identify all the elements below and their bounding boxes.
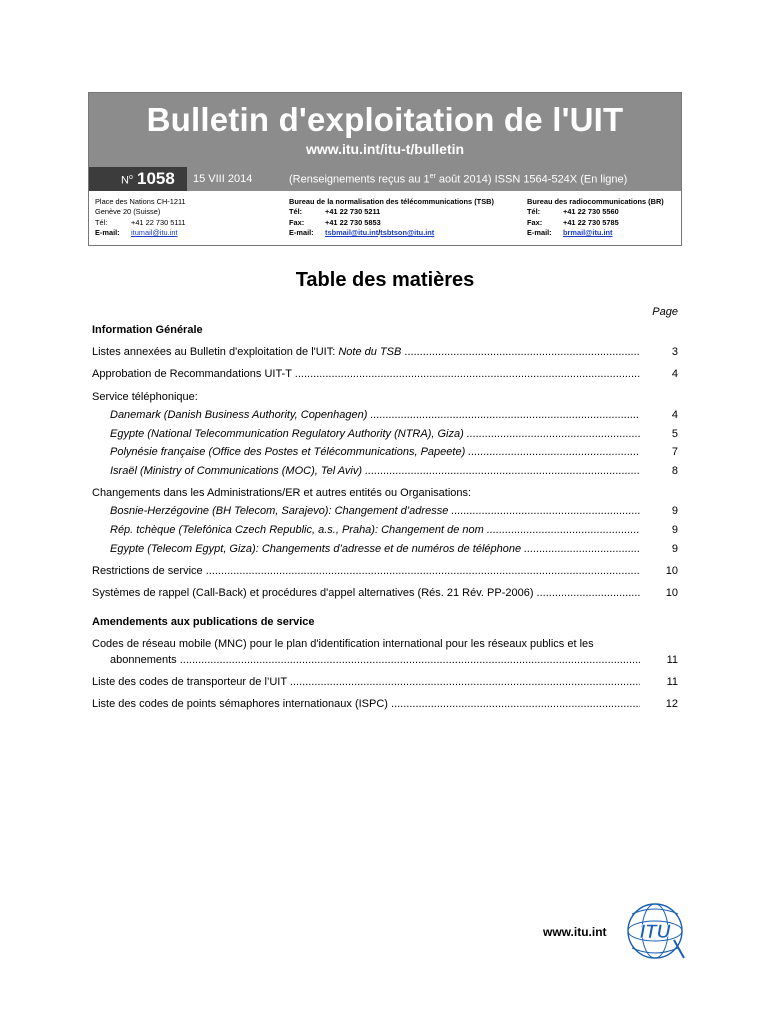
toc-group-changements: Changements dans les Administrations/ER et autres entités ou Organisations: — [92, 487, 472, 499]
toc-group-service-telephonique: Service téléphonique: — [92, 391, 198, 403]
issue-info-text: (Renseignements reçus au 1er août 2014) ISSN 1564-524X (En ligne) — [289, 173, 628, 186]
tsb-address: Bureau de la normalisation des télécommunications (TSB) Tél: +41 22 730 5211 Fax: +41 22 730 5853 E-mail: tsbmail@itu.int / tsbtson@itu.int — [289, 197, 494, 238]
itu-logo — [624, 900, 686, 967]
toc-title: Table des matières — [295, 269, 475, 291]
toc-entry-rep-tcheque[interactable]: Rép. tchèque (Telefónica Czech Republic, a.s., Praha): Changement de nom ..... 9 — [92, 524, 678, 540]
itu-email-link[interactable]: itumail@itu.int — [131, 228, 178, 238]
toc-entry-mnc-line1[interactable]: Codes de réseau mobile (MNC) pour le plan d'identification international pour les réseaux publics et les — [92, 638, 594, 650]
issue-info — [187, 167, 681, 191]
br-address: Bureau des radiocommunications (BR) Tél: +41 22 730 5560 Fax: +41 22 730 5785 E-mail: brmail@itu.int — [527, 197, 664, 238]
toc-entry-call-back[interactable]: Systèmes de rappel (Call-Back) et procédures d'appel alternatives (Rés. 21 Rév. PP-2006) ..... 10 — [92, 587, 678, 603]
toc-entry-egypte-telecom[interactable]: Egypte (Telecom Egypt, Giza): Changements d’adresse et de numéros de téléphone ..... 9 — [92, 543, 678, 559]
issue-date: 15 VIII 2014 — [193, 173, 253, 185]
footer-url[interactable]: www.itu.int — [543, 925, 607, 939]
banner — [89, 93, 681, 167]
br-email-link[interactable]: brmail@itu.int — [563, 228, 613, 238]
bulletin-url[interactable]: www.itu.int/itu-t/bulletin — [305, 141, 465, 157]
masthead — [88, 92, 682, 246]
toc-entry-danemark[interactable]: Danemark (Danish Business Authority, Copenhagen) ..... 4 — [92, 409, 678, 425]
page-column-label: Page — [652, 306, 678, 318]
toc-entry-ispc[interactable]: Liste des codes de points sémaphores internationaux (ISPC) ..... 12 — [92, 698, 678, 714]
number-symbol: $N^o$ — [121, 174, 133, 187]
itu-globe-icon — [624, 900, 686, 962]
tsb-email-link[interactable]: tsbmail@itu.int — [325, 228, 379, 238]
toc-entry-bosnie[interactable]: Bosnie-Herzégovine (BH Telecom, Sarajevo): Changement d’adresse ..... 9 — [92, 505, 678, 521]
toc-entry-egypte-ntra[interactable]: Egypte (National Telecommunication Regulatory Authority (NTRA), Giza) ..... 5 — [92, 428, 678, 444]
toc-entry-restrictions[interactable]: Restrictions de service ..... 10 — [92, 565, 678, 581]
bulletin-title: Bulletin d'exploitation de l'UIT — [146, 101, 624, 138]
issue-bar — [89, 167, 681, 191]
toc-entry-polynesie[interactable]: Polynésie française (Office des Postes et Télécommunications, Papeete) ..... 7 — [92, 446, 678, 462]
toc-entry-israel[interactable]: Israël (Ministry of Communications (MOC), Tel Aviv) ..... 8 — [92, 465, 678, 481]
tsbtson-email-link[interactable]: tsbtson@itu.int — [380, 228, 435, 238]
section-heading-general: Information Générale — [92, 324, 203, 336]
issue-number — [89, 167, 187, 191]
number-value: 1058 — [137, 169, 175, 188]
section-heading-amendements: Amendements aux publications de service — [92, 616, 315, 628]
svg-text:ITU: ITU — [639, 922, 671, 943]
toc-entry-listes-annexees[interactable]: Listes annexées au Bulletin d'exploitation de l'UIT: Note du TSB ..... 3 — [92, 346, 678, 362]
toc-entry-approbation[interactable]: Approbation de Recommandations UIT-T ..... 4 — [92, 368, 678, 384]
toc-entry-transporteur[interactable]: Liste des codes de transporteur de l’UIT ..... 11 — [92, 676, 678, 692]
itu-address: Place des Nations CH-1211 Genève 20 (Suisse) Tél: +41 22 730 5111 E-mail: itumail@itu.int — [95, 197, 186, 238]
toc-entry-mnc[interactable]: abonnements ..... 11 — [92, 654, 678, 670]
